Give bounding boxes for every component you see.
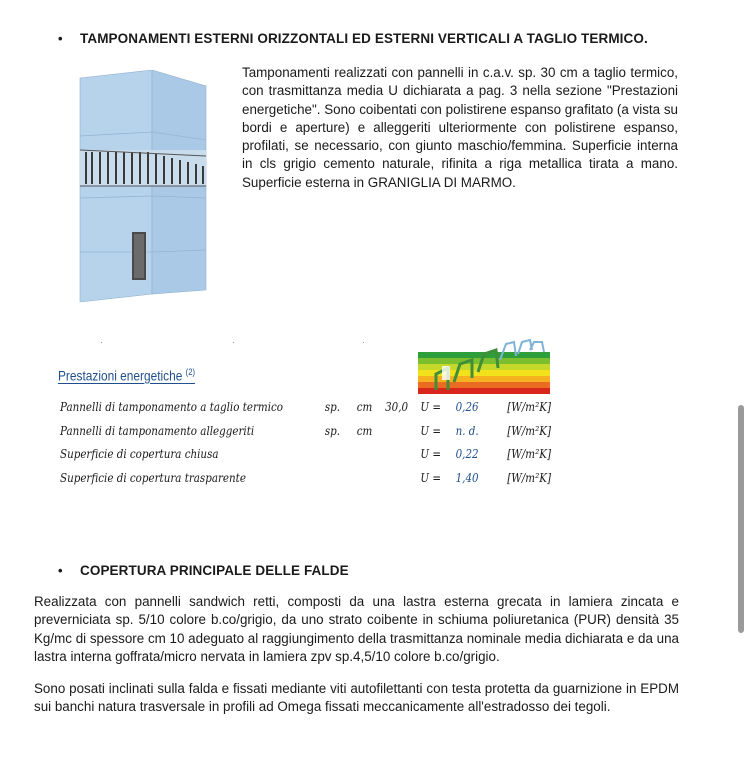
row-u: U = bbox=[420, 470, 441, 485]
table-row bbox=[60, 423, 551, 448]
row-unit: [W/m²K] bbox=[507, 470, 551, 485]
section-heading-tamponamenti bbox=[58, 31, 648, 46]
row-name: Pannelli di tamponamento a taglio termico bbox=[60, 400, 283, 414]
section-heading-copertura bbox=[58, 563, 349, 578]
decorative-dot: · bbox=[362, 338, 365, 347]
row-u: U = bbox=[420, 423, 441, 438]
row-cm: cm bbox=[356, 400, 373, 414]
row-unit: [W/m²K] bbox=[507, 447, 551, 461]
row-sp: sp. bbox=[324, 423, 341, 438]
section-title: TAMPONAMENTI ESTERNI ORIZZONTALI ED ESTERNI VERTICALI A TAGLIO TERMICO. bbox=[80, 31, 648, 46]
energy-performance-table bbox=[60, 400, 551, 494]
table-row bbox=[60, 470, 551, 495]
row-cm: cm bbox=[356, 423, 373, 438]
row-name: Superficie di copertura chiusa bbox=[60, 447, 219, 461]
row-name: Pannelli di tamponamento alleggeriti bbox=[60, 423, 255, 438]
energy-title-note: (2) bbox=[185, 367, 196, 377]
row-value: 0,26 bbox=[455, 400, 479, 414]
scrollbar-thumb[interactable] bbox=[738, 405, 744, 633]
row-name: Superficie di copertura trasparente bbox=[60, 470, 246, 485]
energy-performance-title bbox=[58, 367, 195, 384]
table-row bbox=[60, 447, 551, 471]
wall-panel-illustration bbox=[70, 70, 210, 302]
row-unit: [W/m²K] bbox=[507, 400, 551, 414]
row-u: U = bbox=[420, 447, 441, 461]
row-unit: [W/m²K] bbox=[507, 423, 551, 438]
energy-class-logo bbox=[418, 338, 550, 394]
table-row bbox=[60, 400, 551, 424]
copertura-paragraph-2: Sono posati inclinati sulla falda e fissati mediante viti autofilettanti con testa protetta da guarnizione in EPDM sui banchi natura trasversale in profili ad Omega fissati meccanicamente all'estradosso dei tegoli. bbox=[34, 681, 679, 715]
bullet: • bbox=[58, 31, 63, 46]
row-sp: sp. bbox=[324, 400, 341, 414]
row-value: 0,22 bbox=[455, 447, 479, 461]
decorative-dot: · bbox=[232, 338, 235, 347]
tamponamenti-description: Tamponamenti realizzati con pannelli in c.a.v. sp. 30 cm a taglio termico, con trasmittanza media U dichiarata a pag. 3 nella sezione "Prestazioni energetiche". Sono coibentati con polistirene espanso grafitato (a vista su bordi e aperture) e alleggeriti ulteriormente con polistirene espanso, profilati, se necessario, con giunto maschio/femmina. Superficie interna in cls grigio cemento naturale, rifinita a riga metallica tirata a mano. Superficie esterna in GRANIGLIA DI MARMO. bbox=[242, 65, 678, 190]
row-value: 1,40 bbox=[455, 470, 479, 485]
bullet: • bbox=[58, 563, 63, 578]
section-title: COPERTURA PRINCIPALE DELLE FALDE bbox=[80, 563, 349, 578]
row-value: n. d. bbox=[455, 423, 479, 438]
row-u: U = bbox=[420, 400, 441, 414]
decorative-dot: · bbox=[100, 338, 103, 347]
energy-title-text: Prestazioni energetiche bbox=[58, 367, 183, 384]
row-thickness: 30,0 bbox=[385, 400, 409, 414]
copertura-paragraph-1: Realizzata con pannelli sandwich retti, composti da una lastra esterna grecata in lamiera zincata e preverniciata sp. 5/10 colore b.co/grigio, da uno strato coibente in schiuma poliuretanica (PUR) densità 35 Kg/mc di spessore cm 10 adeguato al raggiungimento della trasmittanza nominale media dichiarata e da una lastra interna goffrata/micro nervata in lamiera zpv sp.4,5/10 colore b.co/grigio. bbox=[34, 594, 679, 664]
